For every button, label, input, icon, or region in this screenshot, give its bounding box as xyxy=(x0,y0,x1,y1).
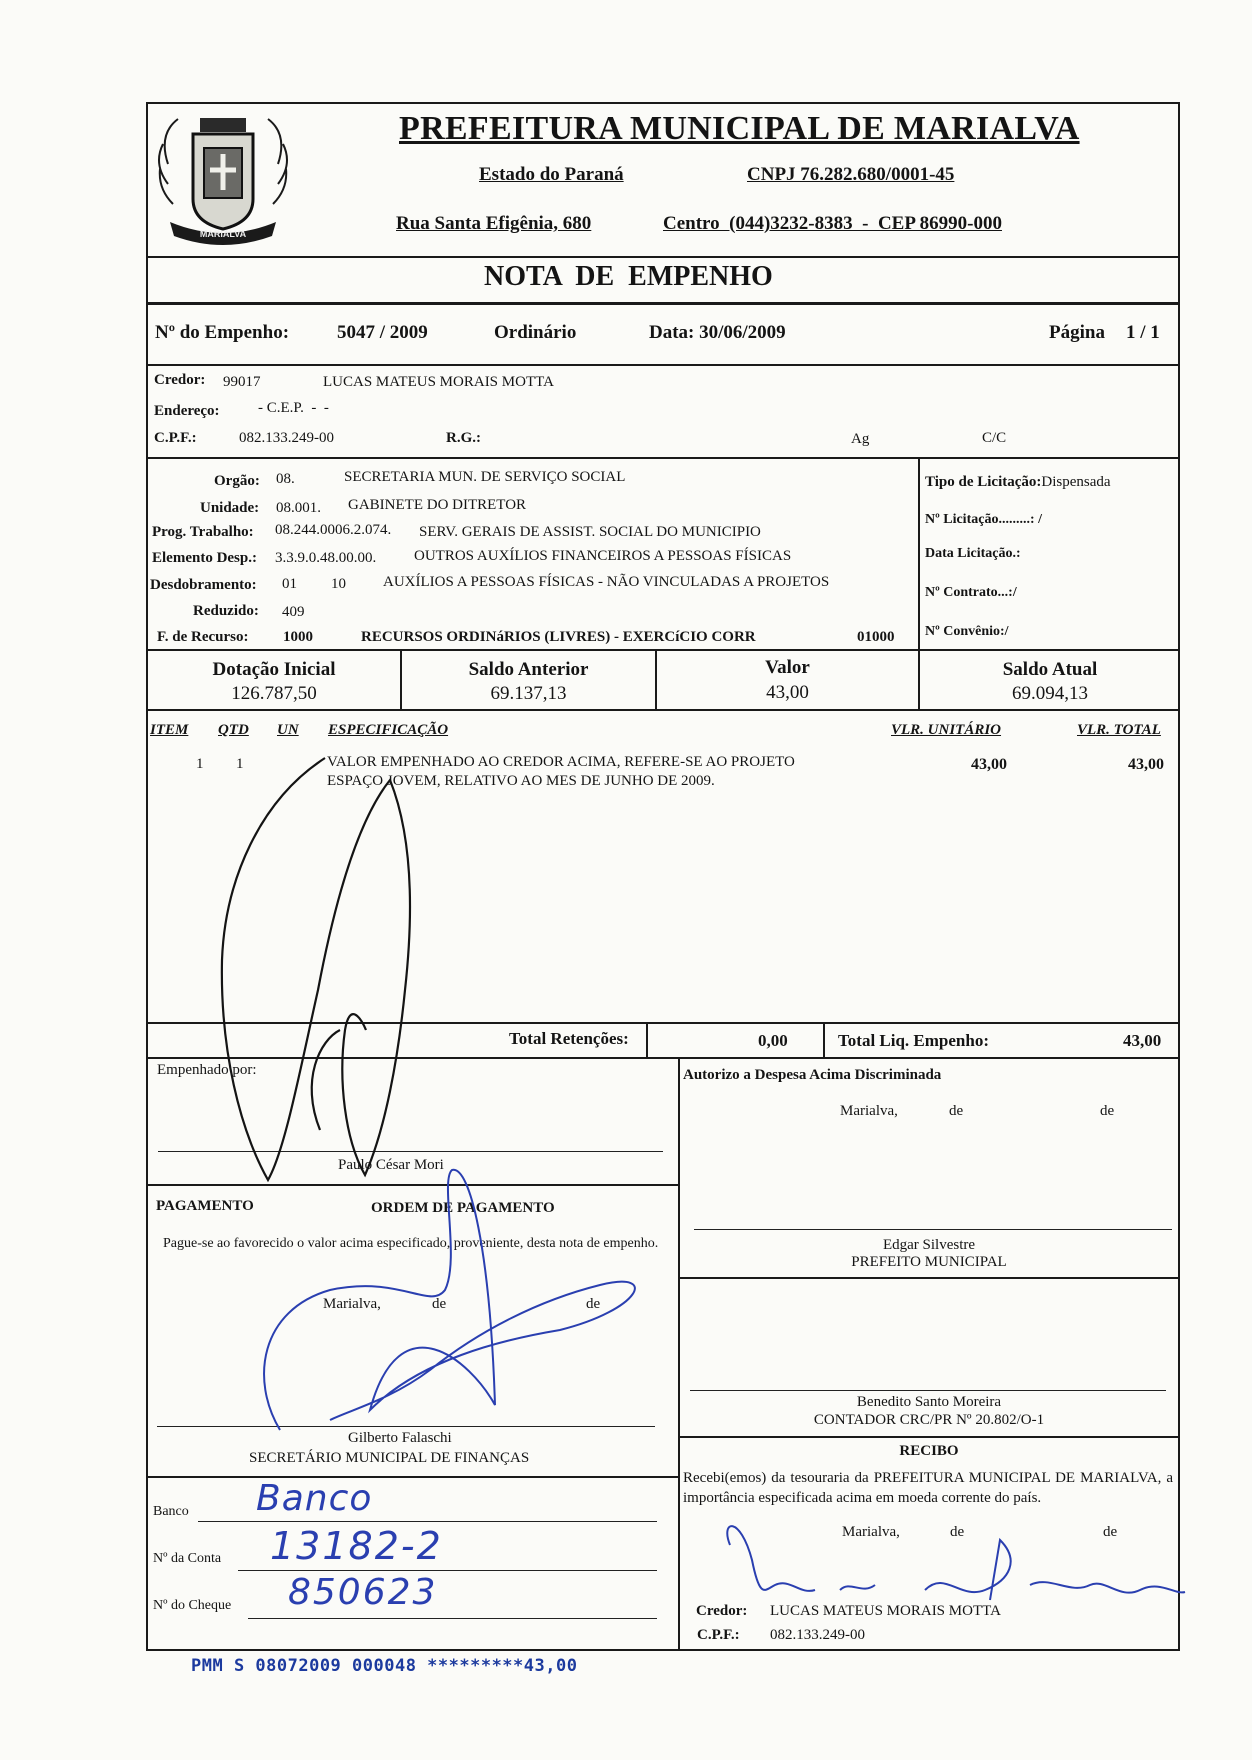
empenho-number: 5047 / 2009 xyxy=(337,322,428,343)
numero-convenio: Nº Convênio:/ xyxy=(925,624,1009,639)
total-liquido-label: Total Liq. Empenho: xyxy=(838,1031,989,1050)
empenho-type: Ordinário xyxy=(494,322,577,343)
col-vlr-unitario: VLR. UNITÁRIO xyxy=(891,722,1002,738)
divider xyxy=(678,1277,1180,1279)
saldo-anterior-label: Saldo Anterior xyxy=(468,659,589,680)
desdobramento-desc: AUXÍLIOS A PESSOAS FÍSICAS - NÃO VINCULADAS A PROJETOS xyxy=(383,574,830,590)
autorizo-city: Marialva, xyxy=(840,1103,898,1119)
numero-licitacao: Nº Licitação.........: / xyxy=(925,512,1042,527)
payment-stamp: PMM S 08072009 000048 *********43,00 xyxy=(191,1656,578,1676)
recibo-de-1: de xyxy=(950,1524,965,1540)
credor-label: Credor: xyxy=(154,372,206,388)
recibo-credor-label: Credor: xyxy=(696,1603,748,1619)
unidade-label: Unidade: xyxy=(200,500,260,516)
cheque-handwritten: 850623 xyxy=(288,1572,438,1613)
autorizo-label: Autorizo a Despesa Acima Discriminada xyxy=(683,1067,942,1083)
banco-line xyxy=(198,1521,657,1522)
divider xyxy=(646,1022,648,1057)
prefeito-role: PREFEITO MUNICIPAL xyxy=(851,1254,1007,1270)
elemento-code: 3.3.9.0.48.00.00. xyxy=(275,550,377,566)
divider xyxy=(146,1022,1180,1024)
autorizo-de-2: de xyxy=(1100,1103,1115,1119)
cheque-label: Nº do Cheque xyxy=(153,1598,232,1613)
coat-of-arms-logo xyxy=(148,104,298,254)
empenho-number-label: Nº do Empenho: xyxy=(155,322,290,343)
saldo-anterior-value: 69.137,13 xyxy=(490,683,567,704)
valor-label: Valor xyxy=(765,657,810,678)
dotacao-value: 126.787,50 xyxy=(231,683,317,704)
prog-label: Prog. Trabalho: xyxy=(152,524,254,540)
recibo-cpf: 082.133.249-00 xyxy=(770,1627,865,1643)
pagamento-de-1: de xyxy=(432,1296,447,1312)
rg-label: R.G.: xyxy=(446,430,481,446)
divider xyxy=(146,256,1180,258)
empenhado-label: Empenhado por: xyxy=(157,1062,257,1078)
credor-code: 99017 xyxy=(223,374,261,390)
divider xyxy=(146,709,1180,711)
secretario-role: SECRETÁRIO MUNICIPAL DE FINANÇAS xyxy=(249,1450,530,1466)
credor-cpf: 082.133.249-00 xyxy=(239,430,334,446)
state-name: Estado do Paraná xyxy=(479,164,624,185)
fonte-code-2: 01000 xyxy=(857,629,895,645)
recibo-credor-name: LUCAS MATEUS MORAIS MOTTA xyxy=(770,1603,1001,1619)
empenhado-name: Paulo César Mori xyxy=(338,1157,444,1173)
recibo-city: Marialva, xyxy=(842,1524,900,1540)
recibo-de-2: de xyxy=(1103,1524,1118,1540)
unidade-code: 08.001. xyxy=(276,500,321,516)
col-qtd: QTD xyxy=(218,722,249,738)
divider xyxy=(823,1022,825,1057)
col-vlr-total: VLR. TOTAL xyxy=(1077,722,1161,738)
data-licitacao: Data Licitação.: xyxy=(925,546,1021,561)
divider xyxy=(146,457,1180,459)
recibo-cpf-label: C.P.F.: xyxy=(697,1627,740,1643)
conta-line xyxy=(238,1570,657,1571)
banco-label: Banco xyxy=(153,1504,189,1519)
reduzido-value: 409 xyxy=(282,604,305,620)
ag-label: Ag xyxy=(851,431,870,447)
pagamento-text: Pague-se ao favorecido o valor acima especificado, proveniente, desta nota de empenho. xyxy=(163,1236,659,1251)
orgao-desc: SECRETARIA MUN. DE SERVIÇO SOCIAL xyxy=(344,469,626,485)
valor-value: 43,00 xyxy=(766,682,809,703)
signature-line xyxy=(157,1426,655,1427)
elemento-label: Elemento Desp.: xyxy=(152,550,257,566)
cheque-line xyxy=(248,1618,657,1619)
svg-text:MARIALVA: MARIALVA xyxy=(199,229,247,239)
prog-code: 08.244.0006.2.074. xyxy=(275,522,392,538)
cpf-label: C.P.F.: xyxy=(154,430,197,446)
prog-desc: SERV. GERAIS DE ASSIST. SOCIAL DO MUNICIPIO xyxy=(419,524,761,540)
orgao-label: Orgão: xyxy=(214,473,260,489)
tipo-licitacao: Tipo de Licitação:Dispensada xyxy=(925,474,1111,490)
divider xyxy=(146,1476,678,1478)
conta-handwritten: 13182-2 xyxy=(270,1524,443,1568)
pagamento-city: Marialva, xyxy=(323,1296,381,1312)
recibo-label: RECIBO xyxy=(899,1443,959,1459)
divider xyxy=(918,457,920,649)
document-title: NOTA DE EMPENHO xyxy=(484,261,773,292)
total-retencoes-value: 0,00 xyxy=(758,1031,788,1050)
item-vlr-total: 43,00 xyxy=(1128,756,1164,773)
banco-handwritten: Banco xyxy=(256,1478,373,1519)
unidade-desc: GABINETE DO DITRETOR xyxy=(348,497,527,513)
numero-contrato: Nº Contrato...:/ xyxy=(925,585,1017,600)
orgao-code: 08. xyxy=(276,471,295,487)
cc-label: C/C xyxy=(982,430,1007,446)
fonte-code: 1000 xyxy=(283,629,313,645)
divider xyxy=(678,1436,1180,1438)
item-qtd: 1 xyxy=(236,756,244,772)
contact-info: Centro (044)3232-8383 - CEP 86990-000 xyxy=(663,213,1002,234)
address: Rua Santa Efigênia, 680 xyxy=(396,213,592,234)
pagamento-label: PAGAMENTO xyxy=(156,1198,254,1214)
divider xyxy=(146,364,1180,366)
item-spec-line-1: VALOR EMPENHADO AO CREDOR ACIMA, REFERE-SE AO PROJETO xyxy=(327,754,795,770)
cnpj: CNPJ 76.282.680/0001-45 xyxy=(747,164,955,185)
credor-address: - C.E.P. - - xyxy=(258,400,329,416)
reduzido-label: Reduzido: xyxy=(193,603,259,619)
col-item: ITEM xyxy=(150,722,189,738)
item-vlr-unitario: 43,00 xyxy=(971,756,1007,773)
credor-name: LUCAS MATEUS MORAIS MOTTA xyxy=(323,374,554,390)
desdobramento-code-2: 10 xyxy=(331,576,346,592)
recibo-text: Recebi(emos) da tesouraria da PREFEITURA MUNICIPAL DE MARIALVA, a importância especificada acima em moeda corrente do país. xyxy=(683,1470,1173,1506)
page-number: 1 / 1 xyxy=(1126,322,1160,343)
divider xyxy=(146,302,1180,305)
address-label: Endereço: xyxy=(154,403,220,419)
saldo-atual-label: Saldo Atual xyxy=(1002,659,1098,680)
signature-line xyxy=(158,1151,663,1152)
desdobramento-label: Desdobramento: xyxy=(150,577,257,593)
divider xyxy=(678,1057,680,1651)
item-number: 1 xyxy=(196,756,204,772)
total-retencoes-label: Total Retenções: xyxy=(509,1029,629,1048)
autorizo-de-1: de xyxy=(949,1103,964,1119)
empenho-date: Data: 30/06/2009 xyxy=(649,322,786,343)
divider xyxy=(146,649,1180,651)
saldo-atual-value: 69.094,13 xyxy=(1012,683,1088,704)
conta-label: Nº da Conta xyxy=(153,1551,222,1566)
contador-name: Benedito Santo Moreira xyxy=(856,1394,1002,1410)
col-un: UN xyxy=(277,722,299,738)
divider xyxy=(146,1184,678,1186)
signature-line xyxy=(690,1390,1166,1391)
pagamento-de-2: de xyxy=(586,1296,601,1312)
item-spec-line-2: ESPAÇO JOVEM, RELATIVO AO MES DE JUNHO DE 2009. xyxy=(327,773,715,789)
total-liquido-value: 43,00 xyxy=(1123,1031,1162,1050)
elemento-desc: OUTROS AUXÍLIOS FINANCEIROS A PESSOAS FÍSICAS xyxy=(414,548,792,564)
signature-line xyxy=(694,1229,1172,1230)
col-especificacao: ESPECIFICAÇÃO xyxy=(328,722,449,738)
divider xyxy=(146,1057,1180,1059)
page-label: Página xyxy=(1049,322,1105,343)
dotacao-label: Dotação Inicial xyxy=(212,659,336,680)
contador-role: CONTADOR CRC/PR Nº 20.802/O-1 xyxy=(813,1412,1045,1428)
fonte-label: F. de Recurso: xyxy=(157,629,249,645)
prefeito-name: Edgar Silvestre xyxy=(882,1237,976,1253)
secretario-name: Gilberto Falaschi xyxy=(348,1430,452,1446)
fonte-desc: RECURSOS ORDINáRIOS (LIVRES) - EXERCíCIO CORR xyxy=(361,629,756,645)
municipality-title: PREFEITURA MUNICIPAL DE MARIALVA xyxy=(399,110,1080,147)
ordem-pagamento-label: ORDEM DE PAGAMENTO xyxy=(371,1200,555,1216)
desdobramento-code-1: 01 xyxy=(282,576,297,592)
